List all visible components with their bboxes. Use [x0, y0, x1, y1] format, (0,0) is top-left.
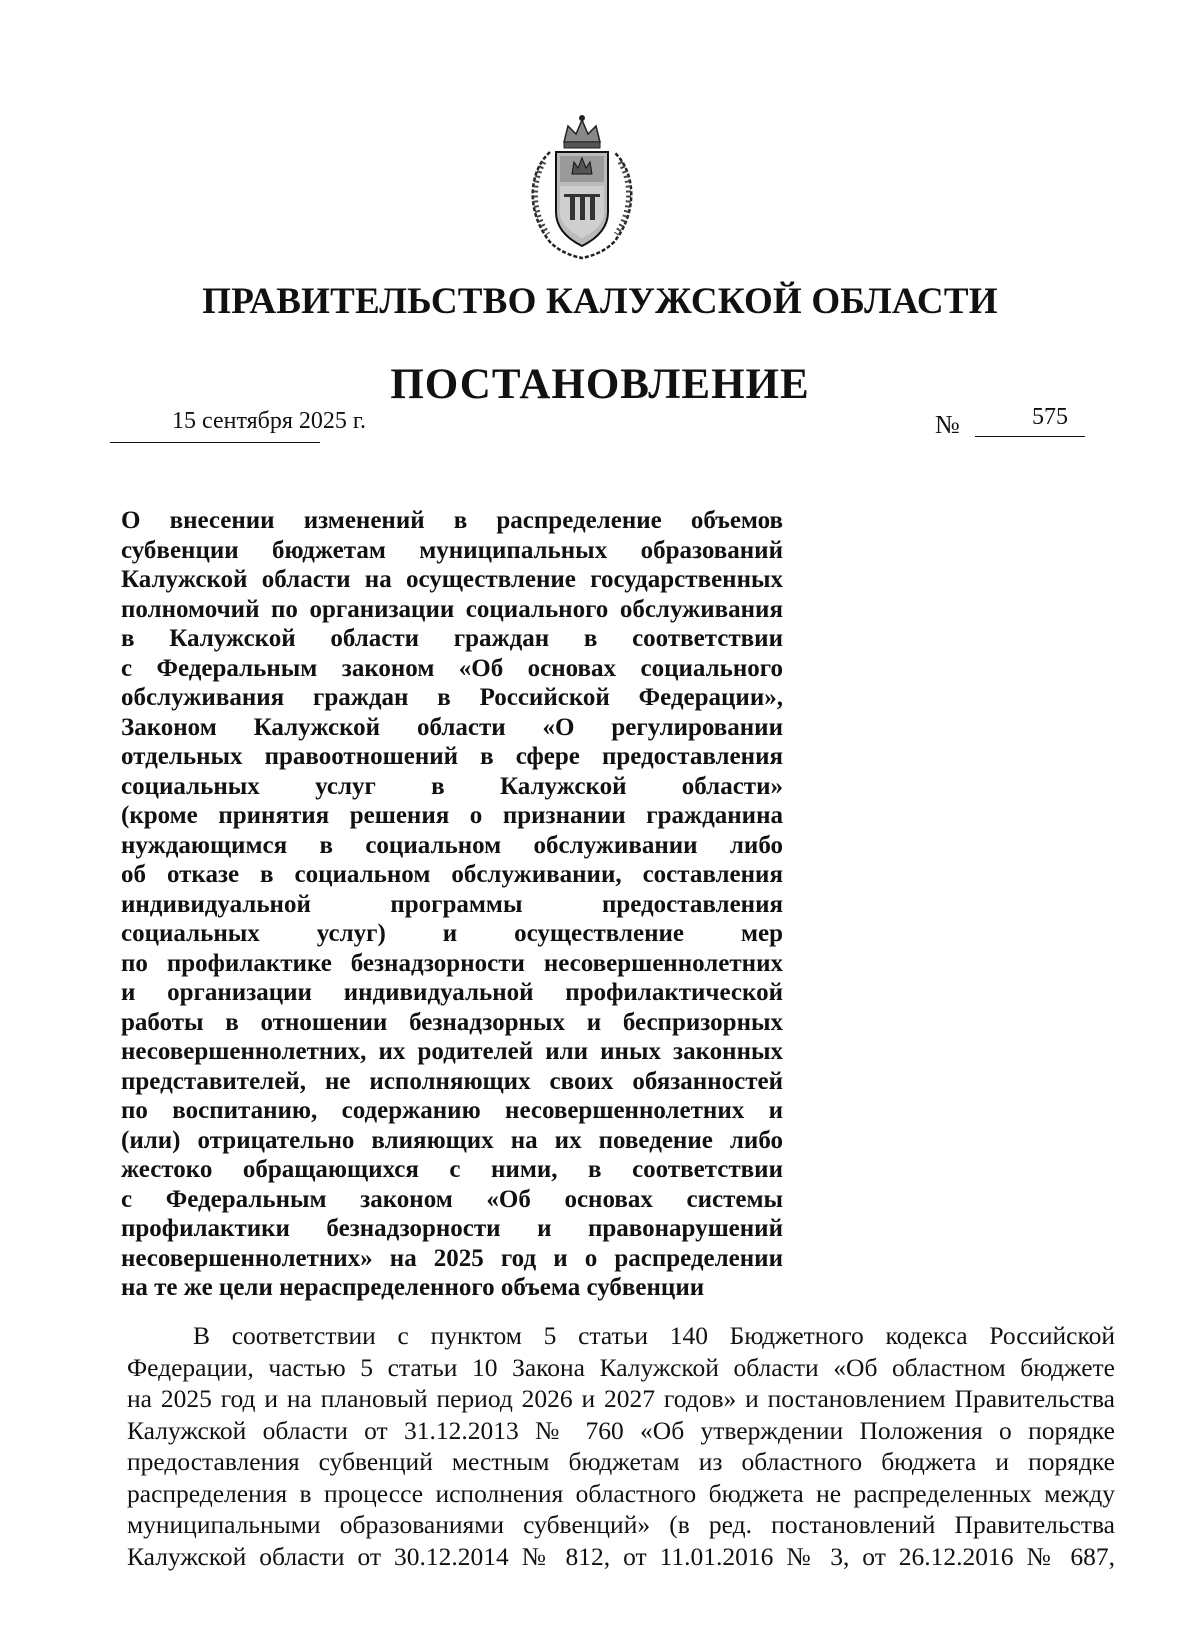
subject-line: несовершеннолетних» на 2025 год и о распределении	[121, 1244, 783, 1272]
subject-line: О внесении изменений в распределение объемов	[121, 507, 783, 534]
body-line: муниципальными образованиями субвенций» (в ред. постановлений Правительства	[127, 1510, 1115, 1539]
date-underline	[110, 442, 320, 443]
subject-line: профилактики безнадзорности и правонарушений	[121, 1215, 783, 1242]
body-line: Калужской области от 30.12.2014 № 812, от 11.01.2016 № 3, от 26.12.2016 № 687,	[127, 1541, 1115, 1571]
body-line: распределения в процессе исполнения областного бюджета не распределенных между	[127, 1478, 1115, 1508]
document-date: 15 сентября 2025 г.	[172, 408, 367, 434]
subject-line: несовершеннолетних, их родителей или иных законных	[121, 1038, 783, 1065]
subject-line: жестоко обращающихся с ними, в соответствии	[121, 1156, 783, 1183]
body-paragraph	[127, 1320, 1115, 1572]
subject-line: в Калужской области граждан в соответствии	[121, 625, 783, 652]
government-title: ПРАВИТЕЛЬСТВО КАЛУЖСКОЙ ОБЛАСТИ	[202, 281, 998, 322]
subject-line: работы в отношении безнадзорных и беспризорных	[121, 1008, 783, 1036]
subject-line: об отказе в социальном обслуживании, составления	[121, 861, 783, 888]
subject-line: обслуживания граждан в Российской Федерации»,	[121, 684, 783, 711]
subject-line: индивидуальной программы предоставления	[121, 890, 783, 918]
subject-line: Калужской области на осуществление государственных	[121, 566, 783, 593]
body-line: на 2025 год и на плановый период 2026 и 2027 годов» и постановлением Правительства	[127, 1384, 1115, 1413]
document-type-title: ПОСТАНОВЛЕНИЕ	[390, 361, 810, 408]
number-underline	[975, 436, 1085, 437]
subject-line: представителей, не исполняющих своих обязанностей	[121, 1067, 783, 1095]
subject-line: социальных услуг в Калужской области»	[121, 772, 783, 800]
document-number: 575	[1032, 404, 1068, 430]
subject-line: нуждающимся в социальном обслуживании либо	[121, 831, 783, 859]
body-line: Федерации, частью 5 статьи 10 Закона Калужской области «Об областном бюджете	[127, 1352, 1115, 1382]
subject-line: и организации индивидуальной профилактической	[121, 979, 783, 1006]
body-line: В соответствии с пунктом 5 статьи 140 Бюджетного кодекса Российской	[193, 1321, 1115, 1350]
subject-line: с Федеральным законом «Об основах системы	[121, 1185, 783, 1213]
subject-line: (или) отрицательно влияющих на их поведение либо	[121, 1126, 783, 1154]
subject-line: социальных услуг) и осуществление мер	[121, 920, 783, 947]
number-label: №	[935, 410, 960, 439]
subject-line: отдельных правоотношений в сфере предоставления	[121, 743, 783, 770]
subject-line: субвенции бюджетам муниципальных образований	[121, 536, 783, 564]
body-line: Калужской области от 31.12.2013 № 760 «Об утверждении Положения о порядке	[127, 1415, 1115, 1445]
subject-line: по профилактике безнадзорности несовершеннолетних	[121, 949, 783, 977]
subject-line: с Федеральным законом «Об основах социального	[121, 654, 783, 682]
body-line: предоставления субвенций местным бюджетам из областного бюджета и порядке	[127, 1447, 1115, 1476]
subject-line: (кроме принятия решения о признании гражданина	[121, 802, 783, 829]
subject-line: по воспитанию, содержанию несовершеннолетних и	[121, 1097, 783, 1124]
document-subject	[121, 506, 783, 1303]
subject-line: на те же цели нераспределенного объема субвенции	[121, 1274, 705, 1301]
subject-line: Законом Калужской области «О регулировании	[121, 713, 783, 741]
coat-of-arms-icon	[520, 112, 644, 260]
subject-line: полномочий по организации социального обслуживания	[121, 595, 783, 623]
